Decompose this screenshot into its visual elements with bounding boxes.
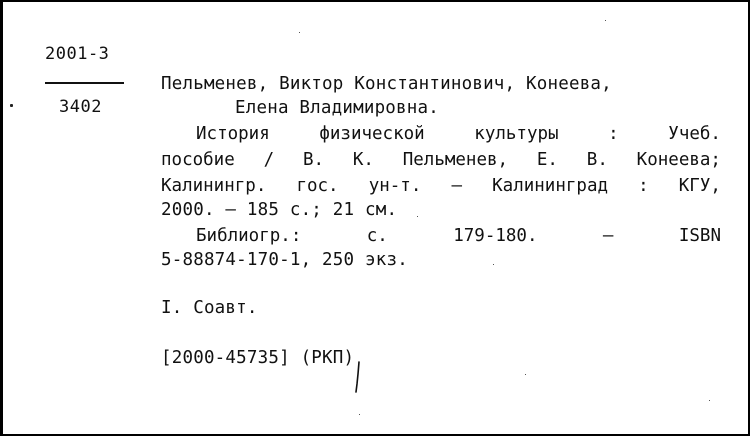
scan-speck: [525, 374, 526, 375]
control-number-line: [2000-45735] (РКП): [161, 348, 355, 368]
pub-word: ун-т.: [368, 176, 422, 196]
title-word: Учеб.: [668, 124, 721, 144]
author-line: Пельменев, Виктор Константинович, Конеева,: [161, 74, 612, 94]
pub-word: –: [451, 176, 463, 196]
resp-word: К.: [352, 150, 374, 170]
resp-word: В.: [302, 150, 325, 170]
notes-word: ISBN: [678, 226, 721, 246]
pub-word: :: [638, 176, 649, 196]
notes-word: 179-180.: [453, 226, 538, 246]
resp-word: В.: [586, 150, 608, 170]
scan-speck: [709, 400, 710, 401]
notes-word: Библиогр.:: [196, 226, 302, 246]
scan-speck: [493, 264, 494, 265]
notes-line: [196, 226, 721, 246]
resp-word: Е.: [536, 150, 558, 170]
responsibility-line: [161, 150, 721, 170]
resp-word: /: [263, 150, 275, 170]
publication-line: [161, 176, 721, 196]
handwritten-mark: [343, 354, 373, 394]
pub-word: гос.: [296, 176, 339, 196]
title-word: История: [196, 124, 270, 144]
title-word: культуры: [474, 124, 559, 144]
pub-word: Калинингр.: [161, 176, 267, 196]
notes-word: с.: [366, 226, 388, 246]
scan-speck: [417, 216, 418, 217]
title-word: :: [608, 124, 619, 144]
pub-word: КГУ,: [678, 176, 721, 196]
scan-speck: [299, 32, 300, 33]
scan-speck: [10, 104, 13, 107]
scan-speck: [605, 20, 606, 21]
pub-word: Калининград: [492, 176, 609, 196]
isbn-line: 5-88874-170-1, 250 экз.: [161, 250, 408, 270]
title-word: физической: [319, 124, 425, 144]
scan-speck: [359, 414, 360, 415]
extent-line: 2000. – 185 с.; 21 см.: [161, 200, 398, 220]
resp-word: Конеева;: [636, 150, 721, 170]
notes-word: –: [602, 226, 614, 246]
resp-word: пособие: [161, 150, 235, 170]
call-number-bottom: 3402: [59, 97, 102, 117]
coauthor-line: Елена Владимировна.: [235, 98, 439, 118]
call-number-top: 2001-3: [45, 44, 110, 64]
title-line: [196, 124, 721, 144]
call-number-divider: [45, 82, 124, 84]
resp-word: Пельменев,: [402, 150, 509, 170]
tracing-line: I. Соавт.: [161, 298, 258, 318]
